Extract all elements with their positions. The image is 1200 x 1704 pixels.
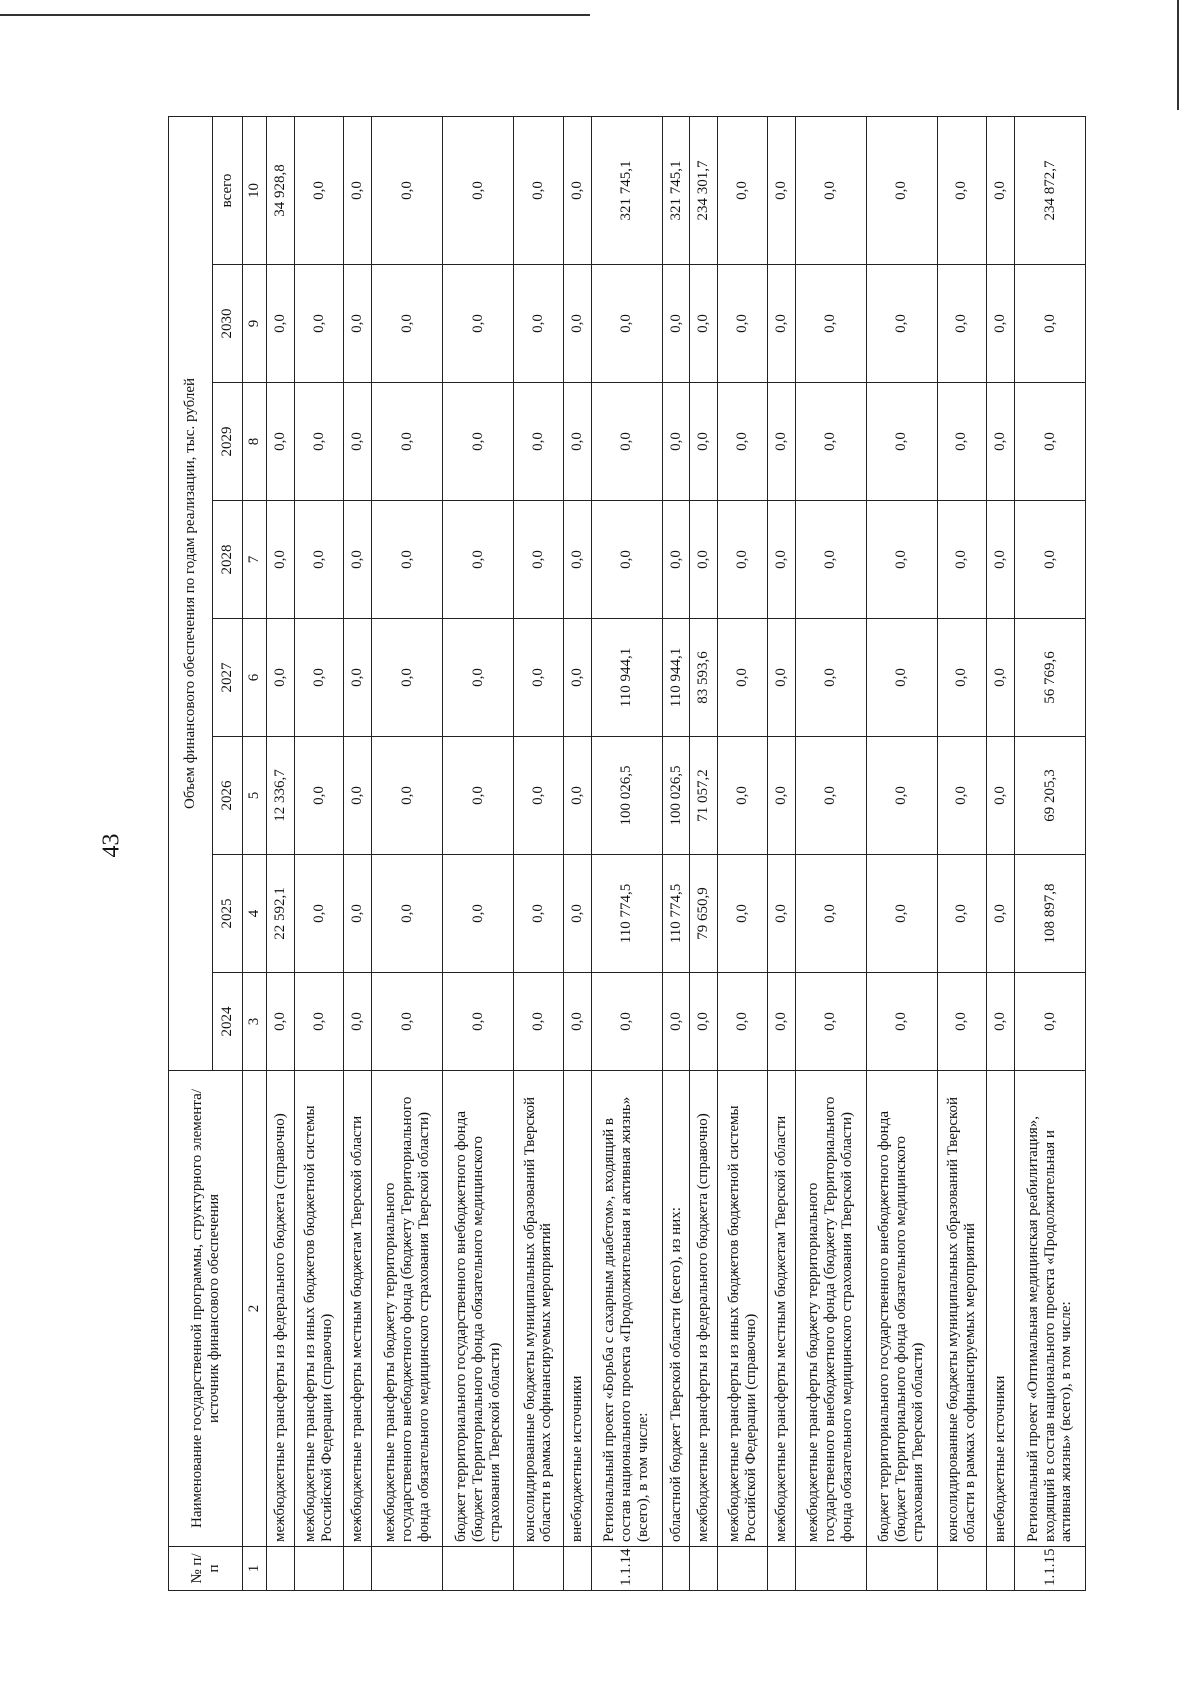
column-number: 2 [243,1071,267,1547]
column-number: 6 [243,619,267,737]
year-value: 0,0 [937,855,986,973]
year-value: 0,0 [795,383,866,501]
funding-source-name: областной бюджет Тверской области (всего), из них: [662,1071,690,1547]
column-number: 5 [243,737,267,855]
year-value: 0,0 [662,383,690,501]
year-value: 0,0 [443,737,514,855]
year-value: 0,0 [987,383,1015,501]
year-value: 0,0 [987,973,1015,1071]
year-value: 0,0 [294,265,343,383]
funding-source-name: внебюджетные источники [987,1071,1015,1547]
column-number: 3 [243,973,267,1071]
year-value: 0,0 [1014,973,1085,1071]
year-value: 0,0 [866,619,937,737]
year-value: 0,0 [563,265,591,383]
row-number [795,1547,866,1591]
year-value: 0,0 [718,501,767,619]
year-value: 0,0 [563,737,591,855]
funding-source-name: бюджет территориального государственного внебюджетного фонда (бюджет Территориального фонда обязательного медицинского страхования Тверской области) [443,1071,514,1547]
total-value: 0,0 [937,116,986,264]
year-value: 0,0 [937,619,986,737]
year-value: 0,0 [344,383,372,501]
row-number [987,1547,1015,1591]
year-value: 0,0 [344,973,372,1071]
year-value: 0,0 [795,265,866,383]
column-number: 4 [243,855,267,973]
table-row [866,116,937,1590]
row-number [294,1547,343,1591]
row-number: 1.1.14 [591,1547,662,1591]
year-value: 0,0 [591,973,662,1071]
year-value: 0,0 [372,619,443,737]
funding-source-name: межбюджетные трансферты из иных бюджетов бюджетной системы Российской Федерации (справочно) [718,1071,767,1547]
header-volume: Объем финансового обеспечения по годам реализации, тыс. рублей [169,116,213,1070]
header-row [169,116,213,1590]
year-value: 0,0 [294,619,343,737]
year-value: 0,0 [987,619,1015,737]
table-row [767,116,795,1590]
row-number [690,1547,718,1591]
row-number [866,1547,937,1591]
year-value: 0,0 [795,501,866,619]
funding-source-name: Региональный проект «Оптимальная медицинская реабилитация», входящий в состав национального проекта «Продолжительная и активная жизнь» (всего), в том числе: [1014,1071,1085,1547]
page-number: 43 [98,833,125,858]
year-value: 83 593,6 [690,619,718,737]
total-value: 321 745,1 [662,116,690,264]
year-value: 0,0 [866,973,937,1071]
year-value: 0,0 [1014,501,1085,619]
scan-edge-line [0,14,590,16]
row-number [443,1547,514,1591]
year-value: 0,0 [294,737,343,855]
year-value: 0,0 [866,737,937,855]
year-value: 0,0 [690,501,718,619]
header-year: 2026 [213,737,243,855]
header-total: всего [213,116,243,264]
year-value: 0,0 [690,383,718,501]
year-value: 0,0 [937,501,986,619]
table-row [690,116,718,1590]
year-value: 100 026,5 [662,737,690,855]
year-value: 0,0 [795,737,866,855]
year-value: 0,0 [344,501,372,619]
financing-table [168,116,1086,1591]
year-value: 0,0 [372,265,443,383]
column-number: 7 [243,501,267,619]
year-value: 0,0 [267,265,295,383]
column-number: 8 [243,383,267,501]
table-row [591,116,662,1590]
year-value: 0,0 [563,973,591,1071]
year-value: 0,0 [372,737,443,855]
year-value: 0,0 [294,501,343,619]
year-value: 0,0 [563,855,591,973]
year-value: 0,0 [718,265,767,383]
year-value: 12 336,7 [267,737,295,855]
year-value: 0,0 [662,973,690,1071]
table-row [987,116,1015,1590]
column-number: 10 [243,116,267,264]
year-value: 0,0 [267,501,295,619]
row-number [937,1547,986,1591]
scan-edge-line [1177,0,1179,110]
row-number [662,1547,690,1591]
year-value: 56 769,6 [1014,619,1085,737]
total-value: 0,0 [372,116,443,264]
year-value: 100 026,5 [591,737,662,855]
year-value: 0,0 [563,501,591,619]
year-value: 0,0 [866,855,937,973]
total-value: 0,0 [344,116,372,264]
header-year: 2027 [213,619,243,737]
column-number: 1 [243,1547,267,1591]
year-value: 0,0 [344,737,372,855]
year-value: 22 592,1 [267,855,295,973]
year-value: 0,0 [514,737,563,855]
year-value: 0,0 [767,619,795,737]
year-value: 0,0 [718,737,767,855]
year-value: 0,0 [937,973,986,1071]
header-year: 2029 [213,383,243,501]
year-value: 0,0 [563,619,591,737]
table-row [937,116,986,1590]
total-value: 0,0 [563,116,591,264]
year-value: 0,0 [514,855,563,973]
row-number [372,1547,443,1591]
total-value: 0,0 [294,116,343,264]
table-row [1014,116,1085,1590]
year-value: 0,0 [294,383,343,501]
total-value: 0,0 [718,116,767,264]
year-value: 0,0 [767,855,795,973]
year-value: 0,0 [937,383,986,501]
table-row [718,116,767,1590]
year-value: 0,0 [795,619,866,737]
year-value: 0,0 [294,973,343,1071]
table-row [372,116,443,1590]
year-value: 0,0 [767,737,795,855]
total-value: 0,0 [443,116,514,264]
year-value: 79 650,9 [690,855,718,973]
year-value: 69 205,3 [1014,737,1085,855]
funding-source-name: межбюджетные трансферты бюджету территориального государственного внебюджетного фонда (бюджету Территориального фонда обязательного медицинского страхования Тверской области) [372,1071,443,1547]
year-value: 0,0 [987,855,1015,973]
header-year: 2030 [213,265,243,383]
year-value: 0,0 [767,973,795,1071]
year-value: 0,0 [718,383,767,501]
year-value: 0,0 [937,737,986,855]
funding-source-name: межбюджетные трансферты из федерального бюджета (справочно) [690,1071,718,1547]
year-value: 0,0 [690,973,718,1071]
year-value: 0,0 [718,619,767,737]
year-value: 0,0 [591,383,662,501]
year-value: 0,0 [718,855,767,973]
year-value: 0,0 [443,855,514,973]
year-value: 0,0 [514,383,563,501]
funding-source-name: межбюджетные трансферты из иных бюджетов бюджетной системы Российской Федерации (справочно) [294,1071,343,1547]
year-value: 0,0 [344,265,372,383]
column-numbers-row [243,116,267,1590]
header-name: Наименование государственной программы, структурного элемента/источник финансового обеспечения [169,1071,243,1547]
year-value: 0,0 [344,619,372,737]
rotated-table-container [168,117,1086,1591]
year-value: 0,0 [987,737,1015,855]
funding-source-name: межбюджетные трансферты из федерального бюджета (справочно) [267,1071,295,1547]
year-value: 0,0 [344,855,372,973]
year-value: 0,0 [795,855,866,973]
year-value: 0,0 [294,855,343,973]
header-no: № п/п [169,1547,243,1591]
column-number: 9 [243,265,267,383]
year-value: 0,0 [987,501,1015,619]
year-value: 0,0 [767,265,795,383]
total-value: 34 928,8 [267,116,295,264]
year-value: 0,0 [1014,383,1085,501]
year-value: 0,0 [795,973,866,1071]
funding-source-name: бюджет территориального государственного внебюджетного фонда (бюджет Территориального фонда обязательного медицинского страхования Тверской области) [866,1071,937,1547]
year-value: 0,0 [443,265,514,383]
year-value: 0,0 [443,501,514,619]
year-value: 0,0 [1014,265,1085,383]
year-value: 0,0 [514,265,563,383]
funding-source-name: консолидированные бюджеты муниципальных образований Тверской области в рамках софинансируемых мероприятий [514,1071,563,1547]
funding-source-name: консолидированные бюджеты муниципальных образований Тверской области в рамках софинансируемых мероприятий [937,1071,986,1547]
row-number [718,1547,767,1591]
year-value: 0,0 [372,383,443,501]
year-value: 0,0 [866,383,937,501]
year-value: 0,0 [267,619,295,737]
table-body [267,116,1086,1590]
funding-source-name: межбюджетные трансферты местным бюджетам Тверской области [767,1071,795,1547]
year-value: 0,0 [767,383,795,501]
header-year: 2025 [213,855,243,973]
year-value: 0,0 [443,973,514,1071]
year-value: 110 774,5 [662,855,690,973]
year-value: 110 774,5 [591,855,662,973]
year-value: 0,0 [514,973,563,1071]
header-year: 2024 [213,973,243,1071]
year-value: 0,0 [937,265,986,383]
year-value: 0,0 [591,501,662,619]
year-value: 0,0 [767,501,795,619]
year-value: 0,0 [514,501,563,619]
row-number [344,1547,372,1591]
year-value: 0,0 [514,619,563,737]
year-value: 0,0 [591,265,662,383]
year-value: 0,0 [690,265,718,383]
year-value: 0,0 [662,265,690,383]
total-value: 234 872,7 [1014,116,1085,264]
year-value: 110 944,1 [662,619,690,737]
year-value: 0,0 [563,383,591,501]
table-row [795,116,866,1590]
year-value: 0,0 [443,619,514,737]
table-row [662,116,690,1590]
row-number [563,1547,591,1591]
table-row [344,116,372,1590]
table-row [267,116,295,1590]
funding-source-name: межбюджетные трансферты бюджету территориального государственного внебюджетного фонда (бюджету Территориального фонда обязательного медицинского страхования Тверской области) [795,1071,866,1547]
year-value: 0,0 [866,265,937,383]
total-value: 0,0 [866,116,937,264]
year-value: 0,0 [372,855,443,973]
year-value: 0,0 [372,973,443,1071]
total-value: 0,0 [514,116,563,264]
row-number [267,1547,295,1591]
year-value: 0,0 [866,501,937,619]
total-value: 0,0 [795,116,866,264]
year-value: 0,0 [662,501,690,619]
table-row [294,116,343,1590]
year-value: 0,0 [718,973,767,1071]
row-number [514,1547,563,1591]
year-value: 71 057,2 [690,737,718,855]
table-row [443,116,514,1590]
year-value: 0,0 [372,501,443,619]
table-row [563,116,591,1590]
funding-source-name: Региональный проект «Борьба с сахарным диабетом», входящий в состав национального проекта «Продолжительная и активная жизнь» (всего), в том числе: [591,1071,662,1547]
year-value: 0,0 [987,265,1015,383]
total-value: 321 745,1 [591,116,662,264]
year-value: 108 897,8 [1014,855,1085,973]
year-value: 0,0 [267,383,295,501]
row-number [767,1547,795,1591]
year-value: 0,0 [267,973,295,1071]
total-value: 0,0 [987,116,1015,264]
total-value: 234 301,7 [690,116,718,264]
table-row [514,116,563,1590]
total-value: 0,0 [767,116,795,264]
year-value: 0,0 [443,383,514,501]
header-year: 2028 [213,501,243,619]
funding-source-name: внебюджетные источники [563,1071,591,1547]
row-number: 1.1.15 [1014,1547,1085,1591]
year-value: 110 944,1 [591,619,662,737]
funding-source-name: межбюджетные трансферты местным бюджетам Тверской области [344,1071,372,1547]
